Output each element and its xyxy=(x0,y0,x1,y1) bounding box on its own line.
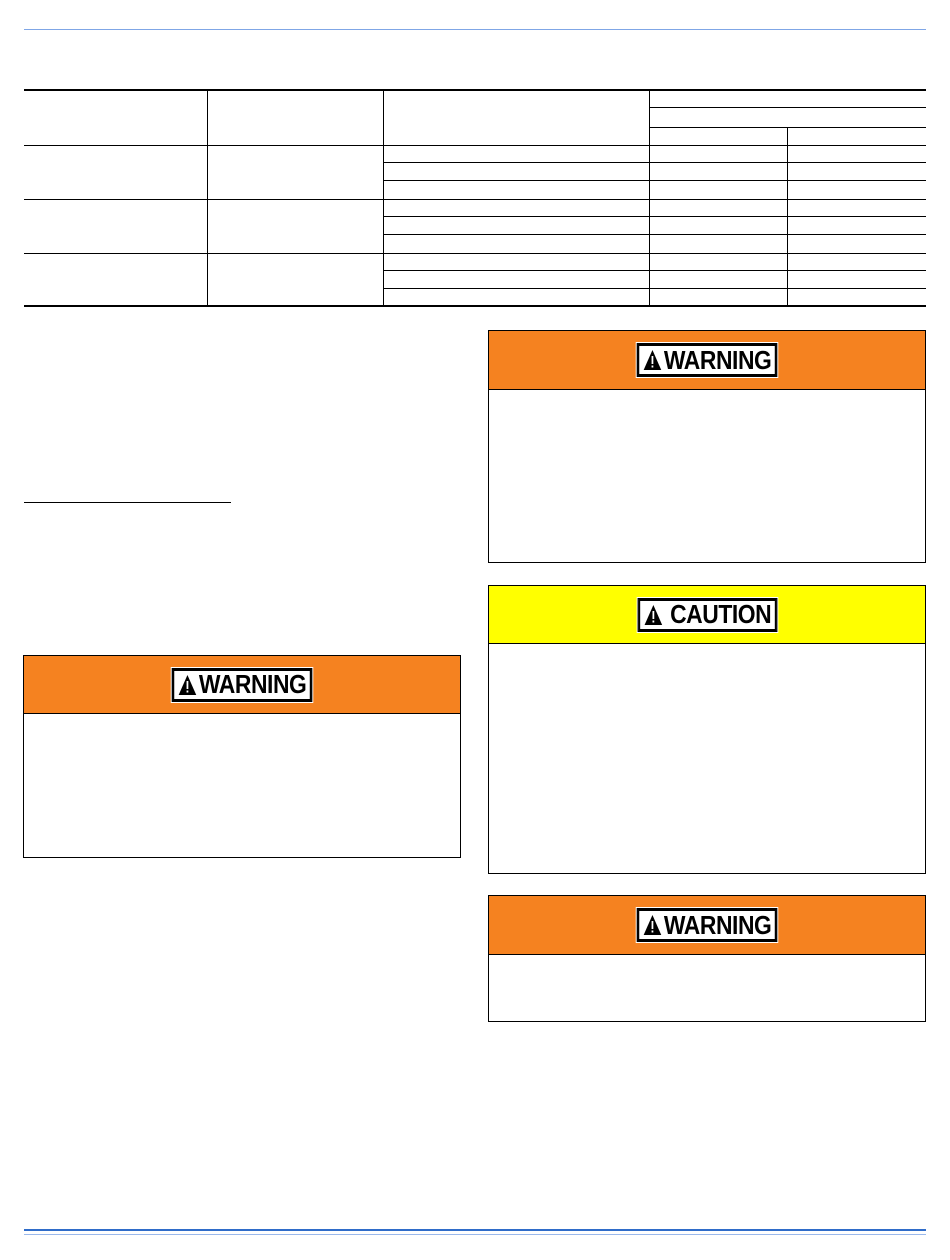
table-row-rule xyxy=(383,234,926,235)
table-row-rule xyxy=(383,162,926,163)
warning-label xyxy=(637,908,778,942)
table-header-bottom-rule xyxy=(24,145,926,146)
warning-box xyxy=(23,655,461,858)
signal-word: WARNING xyxy=(198,669,307,699)
page-footer-rule-thin xyxy=(24,1234,926,1235)
warning-box xyxy=(488,330,926,563)
table-group-rule xyxy=(24,199,926,200)
caution-label xyxy=(637,598,777,632)
signal-word: CAUTION xyxy=(669,599,771,629)
alert-triangle-icon xyxy=(643,914,662,936)
table-column-rule xyxy=(649,91,650,305)
page-header-rule xyxy=(24,29,926,30)
signal-word: WARNING xyxy=(663,909,772,940)
alert-triangle-icon xyxy=(643,604,662,626)
alert-triangle-icon xyxy=(178,674,197,696)
warning-box xyxy=(488,895,926,1022)
table-column-rule xyxy=(207,91,208,305)
signal-word: WARNING xyxy=(663,344,772,375)
table-row-rule xyxy=(383,270,926,271)
page-footer-rule xyxy=(24,1229,926,1231)
table-row-rule xyxy=(383,288,926,289)
caution-header xyxy=(489,586,925,644)
table-row-rule xyxy=(383,180,926,181)
warning-header xyxy=(489,896,925,955)
warning-header xyxy=(24,656,460,714)
specification-table xyxy=(24,89,926,307)
warning-label xyxy=(637,343,778,377)
table-row-rule xyxy=(383,216,926,217)
caution-box xyxy=(488,585,926,874)
table-column-rule xyxy=(383,91,384,305)
warning-label xyxy=(172,668,313,702)
table-header-rule xyxy=(649,107,926,108)
warning-header xyxy=(489,331,925,390)
table-column-rule xyxy=(787,127,788,305)
alert-triangle-icon xyxy=(643,349,662,371)
section-heading-underline xyxy=(24,502,231,503)
table-group-rule xyxy=(24,253,926,254)
